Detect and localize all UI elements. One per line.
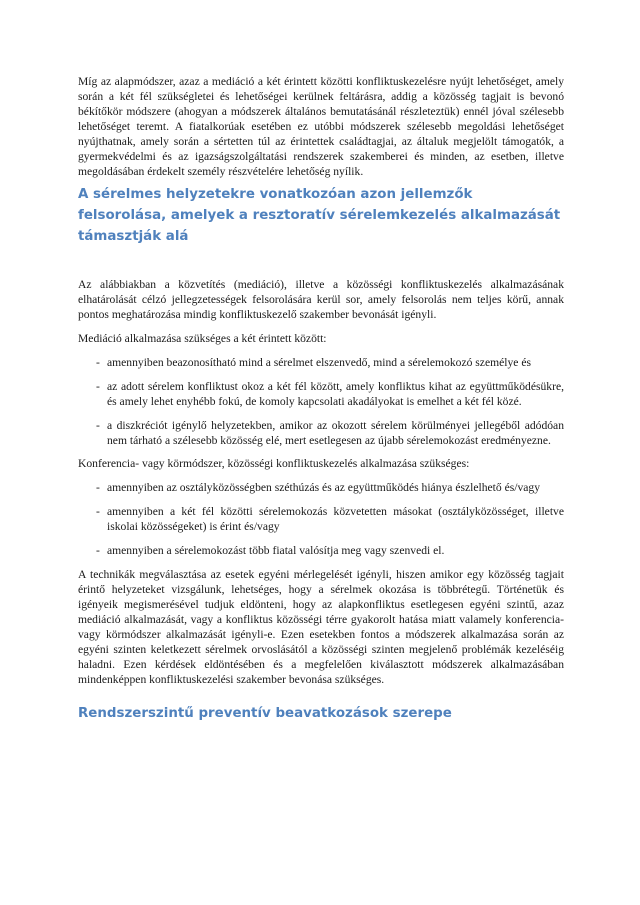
list-bullet-dash: -: [96, 419, 100, 432]
list-item-text: amennyiben a sérelemokozást több fiatal valósítja meg vagy szenvedi el.: [107, 544, 445, 557]
list-item-text: a diszkréciót igénylő helyzetekben, amikor az okozott sérelem körülményei jellegéből adódóan nem tárható a szélesebb közösség elé, mert esetlegesen az újabb sérelemokozást eredményezne.: [107, 419, 564, 447]
list-item: [78, 355, 564, 370]
list-item: [78, 480, 564, 495]
list-bullet-dash: -: [96, 544, 100, 557]
conference-intro: Konferencia- vagy körmódszer, közösségi konfliktuskezelés alkalmazása szükséges:: [78, 457, 470, 470]
paragraph-delimitation: Az alábbiakban a közvetítés (mediáció), illetve a közösségi konfliktuskezelés alkalmazásának elhatárolását célzó jellegzetességek felsorolására kerül sor, amely felsorolás nem teljes körű, annak pontos meghatározása mindig konfliktuskezelő szakember bevonását igényli.: [78, 278, 564, 321]
list-item: [78, 504, 564, 534]
list-item-text: az adott sérelem konfliktust okoz a két fél között, amely konfliktus kihat az együttműködésükre, és amely lehet enyhébb fokú, de komoly kapcsolati akadályokat is emelhet a két fél közé.: [107, 380, 564, 408]
list-item: [78, 379, 564, 409]
list-item-text: amennyiben beazonosítható mind a sérelmet elszenvedő, mind a sérelemokozó személye és: [107, 356, 531, 369]
mediation-intro: Mediáció alkalmazása szükséges a két érintett között:: [78, 332, 327, 345]
list-item-text: amennyiben az osztályközösségben széthúzás és az együttműködés hiánya észlelhető és/vagy: [107, 481, 541, 494]
list-item-text: amennyiben a két fél közötti sérelemokozás közvetetten másokat (osztályközösséget, illetve iskolai közösségeket) is érint és/vagy: [107, 505, 564, 533]
section-heading-preventive: Rendszerszintű preventív beavatkozások szerepe: [78, 706, 452, 721]
list-bullet-dash: -: [96, 481, 100, 494]
mediation-list: [78, 355, 564, 448]
section-heading-characteristics: A sérelmes helyzetekre vonatkozóan azon jellemzők felsorolása, amelyek a resztoratív sérelemkezelés alkalmazását támasztják alá: [78, 187, 561, 244]
list-bullet-dash: -: [96, 380, 100, 393]
paragraph-technique-choice: A technikák megválasztása az esetek egyéni mérlegelését igényli, hiszen amikor egy közösség tagjait érintő helyzeteket vizsgálunk, lehetséges, hogy a sérelmek okozása is többrétegű. Történetük és igényeik megismerésével tudjuk eldönteni, hogy az alapkonfliktus esetlegesen egyéni szintű, azaz mediáció alkalmazását, vagy a konfliktus közösségi térre gyakorolt hatása miatt valamely konferencia- vagy körmódszer alkalmazását igényli-e. Ezen esetekben fontos a módszerek alkalmazása során az egyéni szinten keletkezett sérelmek orvoslásától a közösségi szinten megjelenő problémák kezeléséig haladni. Ezen kérdések eldöntésében és a megfelelően kiválasztott módszerek alkalmazásában mindenképpen konfliktuskezelési szakember bevonása szükséges.: [78, 568, 564, 686]
list-bullet-dash: -: [96, 356, 100, 369]
list-item: [78, 418, 564, 448]
page-content: [78, 74, 564, 724]
intro-paragraph: Míg az alapmódszer, azaz a mediáció a két érintett közötti konfliktuskezelésre nyújt lehetőséget, amely során a két fél szükségletei és lehetőségei kerülnek feltárásra, addig a közösség tagjait is bevonó békítőkör módszere (ahogyan a módszerek általános bemutatásánál részleteztük) ennél jóval szélesebb lehetőséget teremt. A fiatalkorúak esetében ez utóbbi módszerek szélesebb megoldási lehetőséget nyújthatnak, amely során a sértetten túl az érintettek családtagjai, az általuk megjelölt támogatók, a gyermekvédelmi és az igazságszolgáltatási rendszerek szakemberei és minden, az esetben, illetve megoldásában érdekelt személy részvételére lehetőség nyílik.: [78, 75, 564, 178]
list-item: [78, 543, 564, 558]
list-bullet-dash: -: [96, 505, 100, 518]
conference-list: [78, 480, 564, 558]
